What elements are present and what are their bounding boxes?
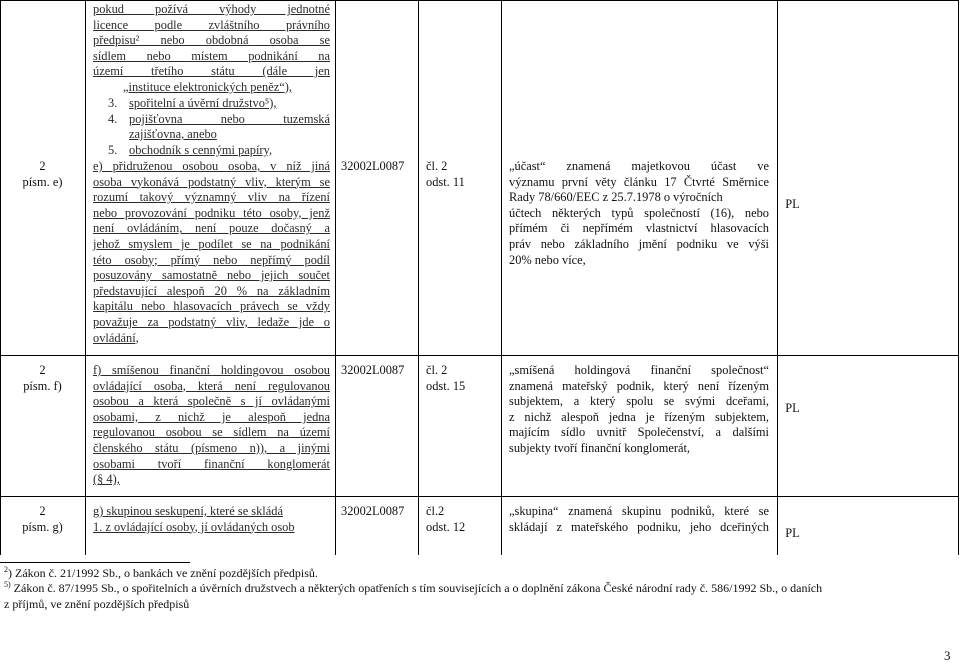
eu-line: Rady 78/660/EEC z 25.7.1978 o výročních	[509, 190, 723, 205]
table-border-right	[958, 0, 959, 555]
list-item	[108, 127, 330, 143]
law-line: není ovládáním, není pouze dočasný a	[93, 221, 330, 236]
list-item	[108, 112, 330, 128]
eu-line: znamená mateřský podnik, který není řízeným	[509, 378, 769, 393]
table-border-col4	[501, 0, 502, 555]
table-border-left	[0, 0, 1, 555]
law-line: „instituce elektronických peněz“),	[123, 79, 292, 94]
celex-number-g: 32002L0087	[341, 504, 405, 518]
law-text-g	[93, 504, 330, 535]
law-line: osobou a která společně s jí ovládanými	[93, 394, 330, 409]
eu-line: přímém či nepřímém vlastnictví hlasovacích	[509, 221, 769, 236]
eu-text-f	[509, 363, 769, 457]
footnote-5-continuation: z příjmů, ve znění pozdějších předpisů	[4, 597, 190, 611]
row-divider-g	[0, 496, 959, 497]
eu-line: „skupina“ znamená skupinu podniků, které se	[509, 504, 769, 518]
list-item-text: pojišťovna nebo tuzemská	[129, 111, 330, 126]
table-border-col2	[335, 0, 336, 555]
list-item-number	[108, 127, 129, 143]
eu-line: významu první věty článku 17 Čtvrté Směrnice	[509, 174, 769, 189]
entity-list	[108, 96, 330, 158]
footnote-5	[4, 581, 956, 596]
footnote-mark: 2	[4, 565, 8, 574]
law-line: ovládající osoba, která není regulovanou	[93, 378, 330, 393]
eu-line: subjektem, a který spolu se svými dceřami,	[509, 394, 769, 409]
law-text-e	[93, 159, 330, 346]
list-item-number: 4.	[108, 111, 118, 126]
eu-line: z nichž alespoň jedna je řízeným subjektem,	[509, 409, 769, 424]
eu-line: skládají z mateřského podniku, jeho dceřiných	[509, 519, 769, 534]
law-line: členského státu (písmeno n)), a jinými	[93, 440, 330, 455]
law-line: nebo provozování podniku této osoby, jenž	[93, 205, 330, 220]
eu-line: „účast“ znamená majetkovou účast ve	[509, 159, 769, 173]
eu-text-g	[509, 504, 769, 535]
table-border-col1	[85, 0, 86, 555]
footnote-text: ) Zákon č. 21/1992 Sb., o bankách ve znění pozdějších předpisů.	[8, 566, 318, 580]
compatibility-f: PL	[785, 401, 800, 415]
law-line: považuje za podstatný vliv, ledaže jde o	[93, 314, 330, 329]
law-line: jehož smyslem je podílet se na podnikání	[93, 236, 330, 251]
list-item-text: obchodník s cennými papíry,	[129, 142, 273, 157]
eu-line: účtech některých typů společností (16), nebo	[509, 205, 769, 220]
law-text-continuation	[93, 2, 330, 96]
law-line: pokud požívá výhody jednotné	[93, 2, 330, 16]
celex-number-e: 32002L0087	[341, 159, 405, 173]
law-text-f	[93, 363, 330, 488]
footnote-2	[4, 566, 318, 581]
list-item	[108, 96, 330, 112]
compatibility-g: PL	[785, 526, 800, 540]
law-line: území třetího státu (dále jen	[93, 64, 330, 79]
eu-text-e	[509, 159, 769, 268]
law-line: ovládání,	[93, 330, 139, 345]
law-line: osoba vykonává podstatný vliv, kterým se	[93, 174, 330, 189]
list-item-number: 5.	[108, 142, 118, 157]
list-item-text: zajišťovna, anebo	[129, 127, 217, 142]
eu-line: práv nebo základního jmění podniku ve výši	[509, 236, 769, 251]
law-line: (§ 4),	[93, 472, 120, 487]
law-line: licence podle zvláštního právního	[93, 17, 330, 32]
law-line: e) přidruženou osobou osoba, v níž jiná	[93, 159, 330, 173]
table-border-col3	[418, 0, 419, 555]
row-divider-f	[0, 355, 959, 356]
law-line: f) smíšenou finanční holdingovou osobou	[93, 363, 330, 377]
eu-article-e: čl. 2 odst. 11	[426, 159, 465, 189]
eu-line: subjekty tvoří finanční konglomerát,	[509, 440, 691, 455]
law-line: posuzovány samostatně nebo jejich součet	[93, 268, 330, 283]
law-line: této osoby; přímý nebo nepřímý podíl	[93, 252, 330, 267]
law-line: 1. z ovládající osoby, jí ovládaných osob	[93, 519, 295, 534]
law-line: osobami tvoří finanční konglomerát	[93, 456, 330, 471]
page-number: 3	[944, 648, 951, 663]
law-line: osobami, z nichž je alespoň jedna	[93, 409, 330, 424]
law-line: sídlem nebo místem podnikání na	[93, 48, 330, 63]
provision-ref-e: 2 písm. e)	[22, 159, 63, 189]
compatibility-e: PL	[785, 197, 800, 211]
row-divider-e	[0, 0, 959, 1]
law-line: regulovanou osobou se sídlem na území	[93, 425, 330, 440]
eu-line: „smíšená holdingová finanční společnost“	[509, 363, 769, 377]
provision-ref-g: 2 písm. g)	[22, 504, 63, 534]
eu-line: majícím sídlo uvnitř Společenství, a dalšími	[509, 425, 769, 440]
footnote-text: Zákon č. 87/1995 Sb., o spořitelních a úvěrních družstvech a některých opatřeních s tím souvisejících a o doplnění zákona České národní rady č. 586/1992 Sb., o daních	[10, 581, 823, 595]
law-line: rozumí takový významný vliv na řízení	[93, 190, 330, 205]
eu-article-f: čl. 2 odst. 15	[426, 363, 466, 393]
law-line: předpisu² nebo obdobná osoba se	[93, 33, 330, 48]
table-border-col5	[777, 0, 778, 555]
eu-article-g: čl.2 odst. 12	[426, 504, 466, 534]
list-item	[108, 143, 330, 159]
list-item-number: 3.	[108, 96, 118, 110]
eu-line: 20% nebo více,	[509, 252, 586, 267]
footnote-separator	[0, 562, 190, 563]
footnote-mark: 5)	[4, 580, 11, 589]
celex-number-f: 32002L0087	[341, 363, 405, 377]
list-item-text: spořitelní a úvěrní družstvo⁵),	[129, 96, 277, 110]
provision-ref-f: 2 písm. f)	[23, 363, 62, 393]
law-line: kapitálu nebo hlasovacích právech se vždy	[93, 299, 330, 314]
law-line: představující alespoň 20 % na základním	[93, 283, 330, 298]
law-line: g) skupinou seskupení, které se skládá	[93, 504, 283, 518]
